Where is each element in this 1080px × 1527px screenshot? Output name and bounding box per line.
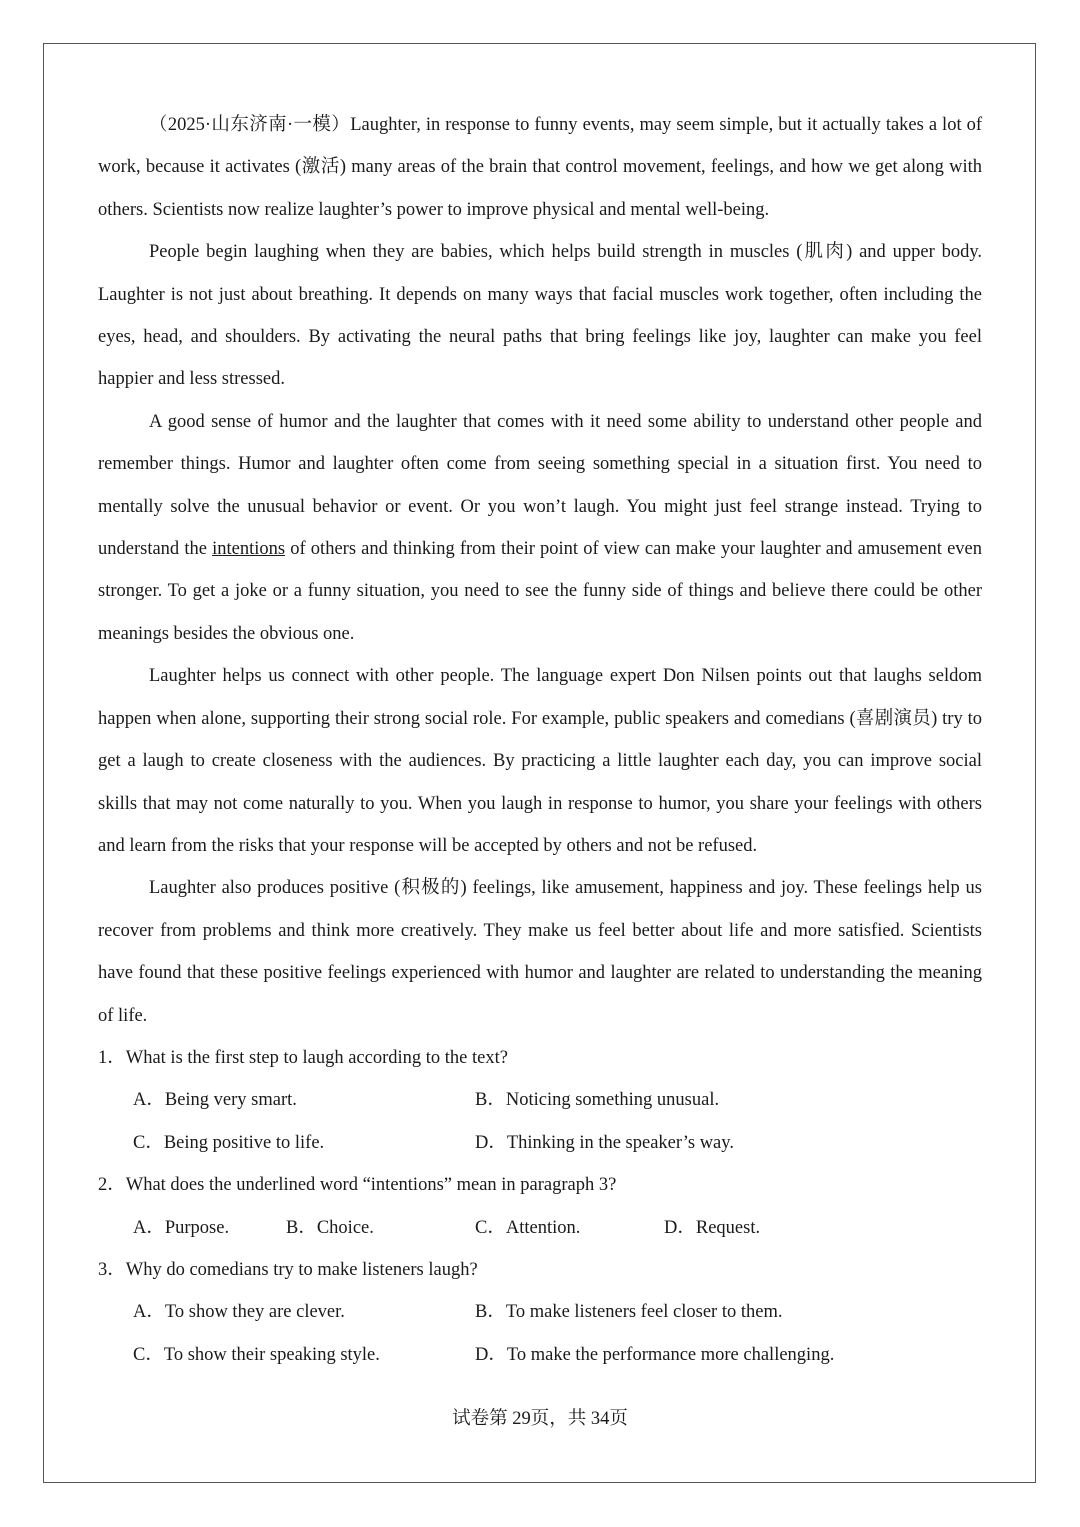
question-3-stem: 3．Why do comedians try to make listeners laugh? <box>98 1259 478 1280</box>
option-c[interactable]: C．To show their speaking style. <box>133 1344 380 1365</box>
option-a[interactable]: A．Being very smart. <box>133 1090 297 1111</box>
underlined-word: intentions <box>212 539 286 560</box>
option-c[interactable]: C．Attention. <box>475 1217 581 1238</box>
option-d[interactable]: D．Thinking in the speaker’s way. <box>475 1132 734 1153</box>
paragraph-5: Laughter also produces positive (积极的) feelings, like amusement, happiness and joy. These feelings help us recover from problems and think more creatively. They make us feel better about life and more satisfied. Scientists have found that these positive feelings experienced with humor and laughter are related to understanding the meaning of life. <box>98 878 982 1026</box>
paragraph-1: （2025·山东济南·一模）Laughter, in response to funny events, may seem simple, but it actually takes a lot of work, because it activates (激活) many areas of the brain that control movement, feelings, and how we get along with others. Scientists now realize laughter’s power to improve physical and mental well-being. <box>98 115 983 220</box>
question-1-stem: 1．What is the first step to laugh according to the text? <box>98 1047 508 1068</box>
question-3-options <box>98 1291 982 1376</box>
option-b[interactable]: B．Noticing something unusual. <box>475 1090 720 1111</box>
option-d[interactable]: D．Request. <box>664 1217 761 1238</box>
option-b[interactable]: B．To make listeners feel closer to them. <box>475 1302 783 1323</box>
question-2-stem: 2．What does the underlined word “intentions” mean in paragraph 3? <box>98 1175 617 1196</box>
option-a[interactable]: A．To show they are clever. <box>133 1302 345 1323</box>
exam-content <box>98 104 982 1376</box>
paragraph-3: A good sense of humor and the laughter that comes with it need some ability to understand other people and remember things. Humor and laughter often come from seeing something special in a situation first. You need to mentally solve the unusual behavior or event. Or you won’t laugh. You might just feel strange instead. Trying to understand the intentions of others and thinking from their point of view can make your laughter and amusement even stronger. To get a joke or a funny situation, you need to see the funny side of things and believe there could be other meanings besides the obvious one. <box>98 411 982 644</box>
option-a[interactable]: A．Purpose. <box>133 1217 230 1238</box>
option-c[interactable]: C．Being positive to life. <box>133 1132 325 1153</box>
paragraph-2: People begin laughing when they are babies, which helps build strength in muscles (肌肉) and upper body. Laughter is not just about breathing. It depends on many ways that facial muscles work together, often including the eyes, head, and shoulders. By activating the neural paths that bring feelings like joy, laughter can make you feel happier and less stressed. <box>98 242 982 390</box>
question-2-options <box>98 1207 982 1249</box>
page-footer: 试卷第 29页，共 34页 <box>452 1409 628 1429</box>
source-label: （2025·山东济南·一模） <box>149 115 351 135</box>
option-d[interactable]: D．To make the performance more challenging. <box>475 1344 835 1365</box>
paragraph-4: Laughter helps us connect with other people. The language expert Don Nilsen points out that laughs seldom happen when alone, supporting their strong social role. For example, public speakers and comedians (喜剧演员) try to get a laugh to create closeness with the audiences. By practicing a little laughter each day, you can improve social skills that may not come naturally to you. When you laugh in response to humor, you share your feelings with others and learn from the risks that your response will be accepted by others and not be refused. <box>98 666 982 856</box>
option-b[interactable]: B．Choice. <box>286 1217 374 1238</box>
question-1-options <box>98 1079 982 1164</box>
